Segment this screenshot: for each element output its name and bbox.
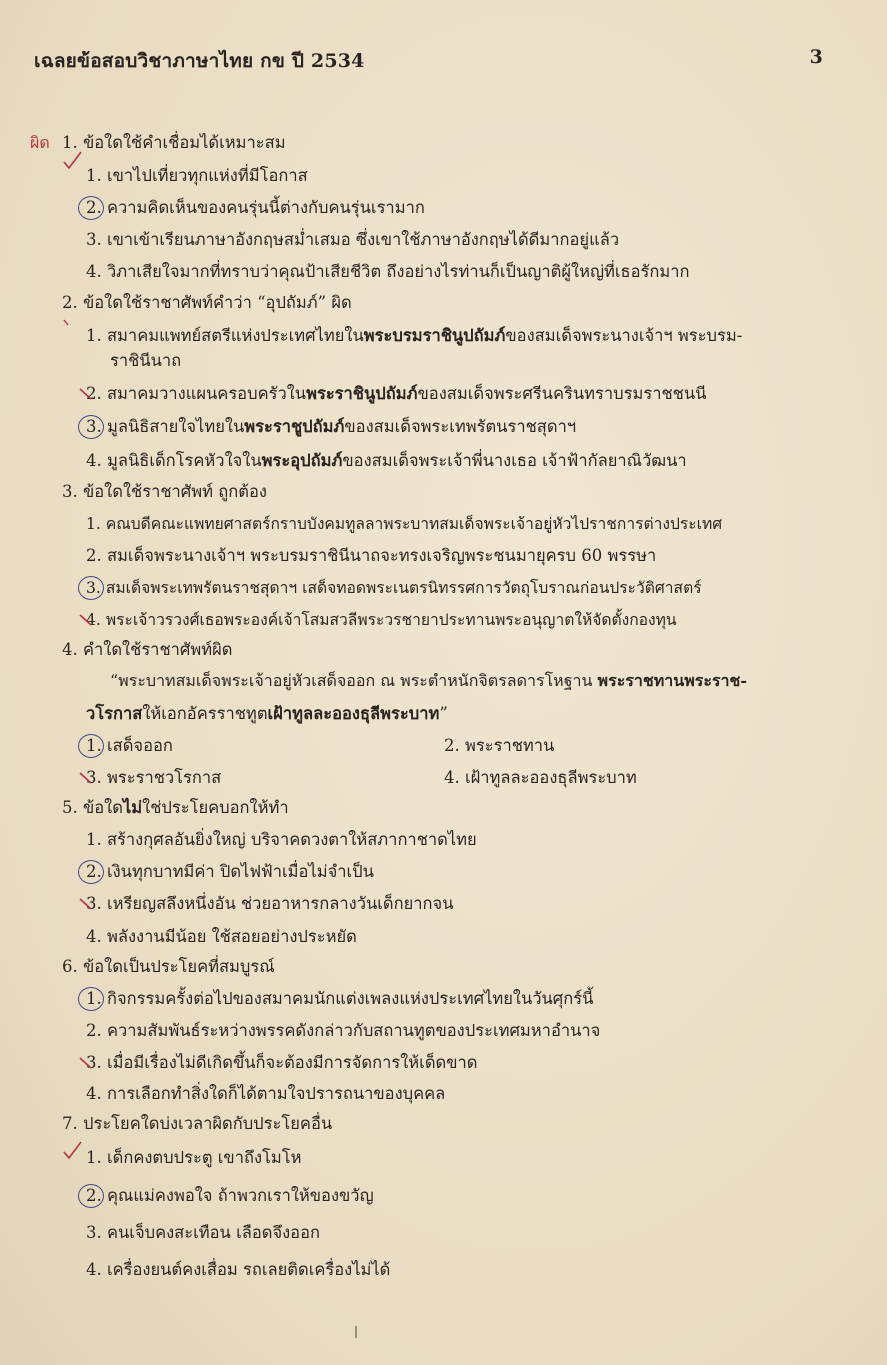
red-slash-icon [78,896,94,912]
page-header [34,46,823,76]
option-emphasis: พระราชินูปถัมภ์ [306,384,418,403]
answer-circle-q1 [78,196,104,220]
question-6-option-4: 4. การเลือกทำสิ่งใดก็ได้ตามใจปรารถนาของบุคคล [86,1084,446,1103]
passage-text: “พระบาทสมเด็จพระเจ้าอยู่หัวเสด็จออก ณ พระตำหนักจิตรลดารโหฐาน [110,671,598,690]
option-emphasis: พระบรมราชินูปถัมภ์ [363,326,506,345]
option-text: 4. มูลนิธิเด็กโรคหัวใจใน [86,451,262,470]
question-3-option-2: 2. สมเด็จพระนางเจ้าฯ พระบรมราชินีนาถจะทรงเจริญพระชนมายุครบ 60 พรรษา [86,546,657,565]
question-6-stem: 6. ข้อใดเป็นประโยคที่สมบูรณ์ [62,957,275,976]
question-7-option-4: 4. เครื่องยนต์คงเสื่อม รถเลยติดเครื่องไม่ได้ [86,1260,391,1279]
option-text: 3. มูลนิธิสายใจไทยใน [86,417,245,436]
option-text: ของสมเด็จพระศรีนครินทราบรมราชชนนี [417,384,707,403]
passage-text: ให้เอกอัครราชทูต [142,704,268,723]
page-mark [355,1326,357,1338]
answer-circle-q6 [78,987,104,1011]
question-2-option-4 [86,450,687,472]
question-3-option-4: 4. พระเจ้าวรวงศ์เธอพระองค์เจ้าโสมสวลีพระวรชายาประทานพระอนุญาตให้จัดตั้งกองทุน [86,611,677,629]
question-5-stem [62,797,289,819]
question-1-option-2: 2. ความคิดเห็นของคนรุ่นนี้ต่างกับคนรุ่นเรามาก [86,198,425,217]
answer-circle-q2 [78,415,104,439]
question-7-option-3: 3. คนเจ็บคงสะเทือน เลือดจึงออก [86,1223,320,1242]
red-check-icon [62,1140,84,1162]
stem-emphasis: ไม่ [122,798,143,817]
red-check-icon [62,150,84,172]
red-slash-icon [78,1055,94,1071]
passage-emphasis: พระราชทานพระราช- [597,671,747,690]
passage-text: ” [439,704,448,723]
question-5-option-2: 2. เงินทุกบาทมีค่า ปิดไฟฟ้าเมื่อไม่จำเป็น [86,862,374,881]
option-emphasis: พระราชูปถัมภ์ [244,417,345,436]
option-text: ของสมเด็จพระนางเจ้าฯ พระบรม- [505,326,743,345]
question-2-stem: 2. ข้อใดใช้ราชาศัพท์คำว่า “อุปถัมภ์” ผิด [62,293,352,312]
question-1-option-4: 4. วิภาเสียใจมากที่ทราบว่าคุณป้าเสียชีวิต ถึงอย่างไรท่านก็เป็นญาติผู้ใหญ่ที่เธอรักมาก [86,262,690,281]
answer-circle-q7 [78,1184,104,1208]
question-4-option-3: 3. พระราชวโรกาส [86,768,222,787]
red-slash-icon [78,386,94,402]
page-title: เฉลยข้อสอบวิชาภาษาไทย กข ปี 2534 [34,50,365,72]
red-tick-icon [62,318,72,328]
question-2-option-3 [86,416,576,438]
question-5-option-4: 4. พลังงานมีน้อย ใช้สอยอย่างประหยัด [86,927,357,946]
option-text: ของสมเด็จพระเทพรัตนราชสุดาฯ [344,417,577,436]
question-6-option-2: 2. ความสัมพันธ์ระหว่างพรรคดังกล่าวกับสถานทูตของประเทศมหาอำนาจ [86,1021,601,1040]
question-7-stem: 7. ประโยคใดบ่งเวลาผิดกับประโยคอื่น [62,1114,333,1133]
question-7-option-1: 1. เด็กคงตบประตู เขาถึงโมโห [86,1148,302,1167]
option-text: 1. สมาคมแพทย์สตรีแห่งประเทศไทยใน [86,326,364,345]
passage-emphasis: เฝ้าทูลละอองธุลีพระบาท [267,704,440,723]
question-1-stem: 1. ข้อใดใช้คำเชื่อมได้เหมาะสม [62,133,286,152]
question-5-option-3: 3. เหรียญสลึงหนึ่งอัน ช่วยอาหารกลางวันเด็กยากจน [86,894,454,913]
margin-note: ผิด [30,133,50,152]
question-4-option-4: 4. เฝ้าทูลละอองธุลีพระบาท [444,768,637,787]
question-4-passage-line-2 [86,703,448,725]
option-emphasis: พระอุปถัมภ์ [261,451,343,470]
question-2-option-1-continued: ราชินีนาถ [110,351,182,370]
red-slash-icon [78,612,94,628]
question-4-stem: 4. คำใดใช้ราชาศัพท์ผิด [62,640,233,659]
question-2-option-2 [86,383,706,405]
answer-circle-q4 [78,734,104,758]
page-number: 3 [809,46,823,68]
option-text: ของสมเด็จพระเจ้าพี่นางเธอ เจ้าฟ้ากัลยาณิวัฒนา [342,451,687,470]
question-6-option-1: 1. กิจกรรมครั้งต่อไปของสมาคมนักแต่งเพลงแห่งประเทศไทยในวันศุกร์นี้ [86,989,594,1008]
stem-text: 5. ข้อใด [62,798,123,817]
question-5-option-1: 1. สร้างกุศลอันยิ่งใหญ่ บริจาคดวงตาให้สภากาชาดไทย [86,830,477,849]
option-text: 2. สมาคมวางแผนครอบครัวใน [86,384,307,403]
question-3-stem: 3. ข้อใดใช้ราชาศัพท์ ถูกต้อง [62,482,267,501]
question-1-option-1: 1. เขาไปเที่ยวทุกแห่งที่มีโอกาส [86,166,308,185]
question-4-option-1: 1. เสด็จออก [86,736,173,755]
question-2-option-1 [86,325,742,347]
stem-text: ใช่ประโยคบอกให้ทำ [142,798,289,817]
question-6-option-3: 3. เมื่อมีเรื่องไม่ดีเกิดขึ้นก็จะต้องมีการจัดการให้เด็ดขาด [86,1053,478,1072]
answer-circle-q3 [78,576,104,600]
question-1-option-3: 3. เขาเข้าเรียนภาษาอังกฤษสม่ำเสมอ ซึ่งเขาใช้ภาษาอังกฤษได้ดีมากอยู่แล้ว [86,230,620,249]
answer-circle-q5 [78,860,104,884]
question-7-option-2: 2. คุณแม่คงพอใจ ถ้าพวกเราให้ของขวัญ [86,1186,374,1205]
question-3-option-1: 1. คณบดีคณะแพทยศาสตร์กราบบังคมทูลลาพระบาทสมเด็จพระเจ้าอยู่หัวไปราชการต่างประเทศ [86,515,723,533]
passage-emphasis: วโรกาส [86,704,143,723]
question-4-passage-line-1 [110,670,747,692]
question-4-option-2: 2. พระราชทาน [444,736,555,755]
red-slash-icon [78,770,94,786]
question-3-option-3: 3. สมเด็จพระเทพรัตนราชสุดาฯ เสด็จทอดพระเนตรนิทรรศการวัตถุโบราณก่อนประวัติศาสตร์ [86,579,702,597]
